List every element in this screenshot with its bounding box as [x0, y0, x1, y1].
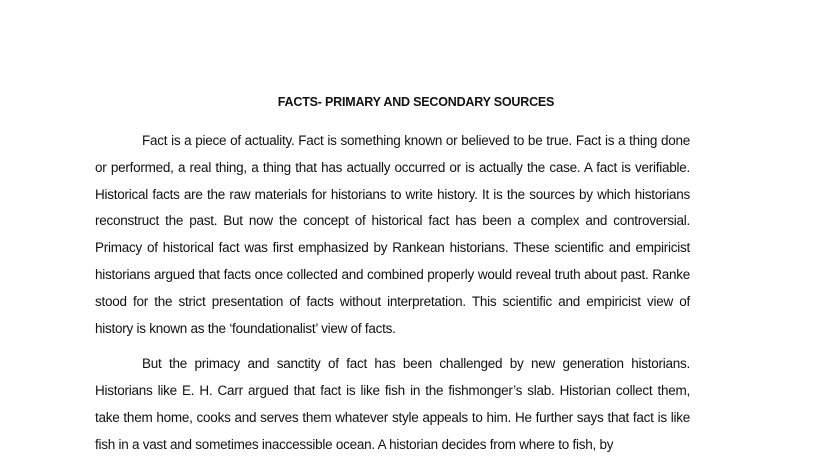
paragraph-2: But the primacy and sanctity of fact has been challenged by new generation historians. Historians like E. H. Carr argued that fact is like fish in the fishmonger’s slab. Historian collect them, take them home, cooks and serves them whatever style appeals to him. He further says that fact is like fish in a vast and sometimes inaccessible ocean. A historian decides from where to fish, by — [95, 356, 690, 452]
paragraph-1: Fact is a piece of actuality. Fact is something known or believed to be true. Fact is a thing done or performed, a real thing, a thing that has actually occurred or is actually the case. A fact is verifiable. Historical facts are the raw materials for historians to write history. It is the sources by which historians reconstruct the past. But now the concept of historical fact has been a complex and controversial. Primacy of historical fact was first emphasized by Rankean historians. These scientific and empiricist historians argued that facts once collected and combined properly would reveal truth about past. Ranke stood for the strict presentation of facts without interpretation. This scientific and empiricist view of history is known as the ‘foundationalist’ view of facts. — [95, 133, 690, 336]
document-body — [95, 128, 690, 468]
document-title: FACTS- PRIMARY AND SECONDARY SOURCES — [277, 95, 555, 109]
